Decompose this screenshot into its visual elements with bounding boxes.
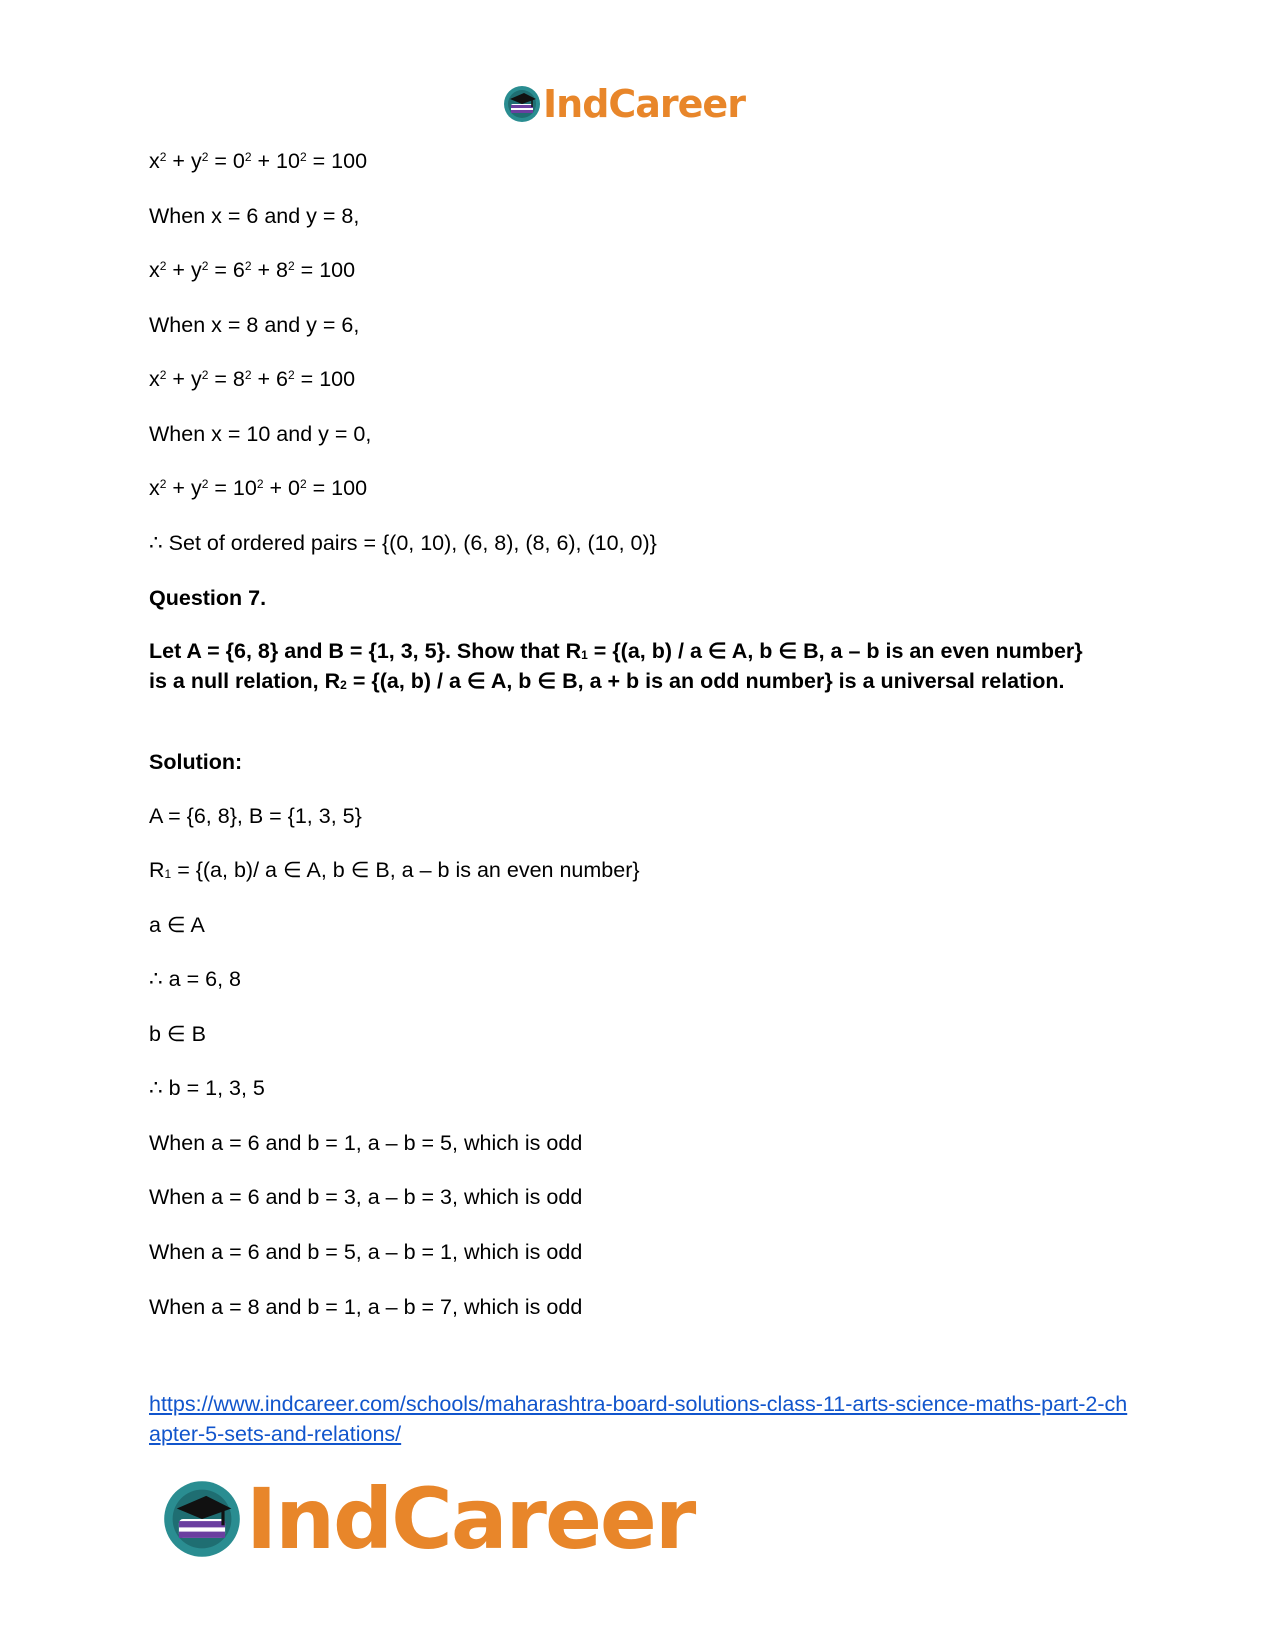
text: = 10	[208, 476, 257, 500]
text: = 100	[306, 476, 368, 500]
subscript: 1	[581, 648, 588, 662]
text: = 8	[208, 367, 245, 391]
source-link[interactable]: https://www.indcareer.com/schools/maharashtra-board-solutions-class-11-arts-science-maths-part-2-chapter-5-sets-and-relations/	[149, 1392, 1128, 1446]
exponent: 2	[244, 150, 252, 164]
exponent: 2	[299, 477, 307, 491]
text-line-2: When x = 6 and y = 8,	[149, 204, 360, 228]
exponent: 2	[159, 368, 167, 382]
text: + y	[166, 149, 202, 173]
exponent: 2	[201, 259, 209, 273]
text: R	[149, 858, 165, 882]
text: x	[149, 476, 160, 500]
text: = 6	[208, 258, 245, 282]
solution-line-5: b ∈ B	[149, 1022, 206, 1046]
exponent: 2	[299, 150, 307, 164]
text: + y	[166, 476, 202, 500]
text: = {(a, b) / a ∈ A, b ∈ B, a + b is an odd number} is a universal relation.	[346, 669, 1065, 693]
graduation-book-icon	[502, 84, 542, 124]
exponent: 2	[159, 150, 167, 164]
question-heading: Question 7.	[149, 586, 267, 610]
question-text	[149, 636, 1099, 696]
equation-line-7	[149, 476, 367, 500]
exponent: 2	[159, 477, 167, 491]
text: x	[149, 149, 160, 173]
solution-line-8: When a = 6 and b = 3, a – b = 3, which is odd	[149, 1185, 583, 1209]
graduation-book-icon	[160, 1477, 244, 1561]
text: + 10	[251, 149, 300, 173]
subscript: 2	[340, 678, 347, 692]
text: Let A = {6, 8} and B = {1, 3, 5}. Show that R	[149, 639, 582, 663]
exponent: 2	[201, 368, 209, 382]
text: = 100	[294, 367, 356, 391]
text: = 0	[208, 149, 245, 173]
solution-line-2	[149, 858, 640, 882]
text: + 8	[251, 258, 289, 282]
exponent: 2	[288, 368, 295, 382]
text-line-6: When x = 10 and y = 0,	[149, 422, 372, 446]
text-line-8: ∴ Set of ordered pairs = {(0, 10), (6, 8), (8, 6), (10, 0)}	[149, 531, 657, 555]
text-line-4: When x = 8 and y = 6,	[149, 313, 360, 337]
subscript: 1	[164, 867, 172, 881]
text: = {(a, b) / a ∈ A, b ∈ B, a – b is an even number} is a null relation, R	[149, 639, 1083, 693]
text: + y	[166, 258, 202, 282]
exponent: 2	[201, 150, 209, 164]
exponent: 2	[201, 477, 209, 491]
text: = 100	[294, 258, 356, 282]
solution-line-6: ∴ b = 1, 3, 5	[149, 1076, 265, 1100]
text: = 100	[306, 149, 368, 173]
solution-line-7: When a = 6 and b = 1, a – b = 5, which is odd	[149, 1131, 583, 1155]
text: x	[149, 367, 160, 391]
solution-line-4: ∴ a = 6, 8	[149, 967, 241, 991]
text: + y	[166, 367, 202, 391]
indcareer-logo-header	[502, 82, 745, 126]
text: + 0	[263, 476, 300, 500]
exponent: 2	[244, 368, 252, 382]
solution-heading: Solution:	[149, 750, 243, 774]
solution-line-10: When a = 8 and b = 1, a – b = 7, which is odd	[149, 1295, 583, 1319]
logo-wordmark: IndCareer	[543, 82, 745, 126]
solution-line-1: A = {6, 8}, B = {1, 3, 5}	[149, 804, 362, 828]
equation-line-5	[149, 367, 355, 391]
solution-line-9: When a = 6 and b = 5, a – b = 1, which is odd	[149, 1240, 583, 1264]
text: x	[149, 258, 160, 282]
solution-line-3: a ∈ A	[149, 913, 205, 937]
exponent: 2	[159, 259, 167, 273]
logo-wordmark: IndCareer	[246, 1470, 695, 1568]
indcareer-logo-footer	[160, 1470, 694, 1568]
exponent: 2	[256, 477, 264, 491]
equation-line-1	[149, 149, 367, 173]
exponent: 2	[288, 259, 295, 273]
text: = {(a, b)/ a ∈ A, b ∈ B, a – b is an even number}	[171, 858, 640, 882]
text: + 6	[251, 367, 289, 391]
exponent: 2	[244, 259, 252, 273]
equation-line-3	[149, 258, 355, 282]
